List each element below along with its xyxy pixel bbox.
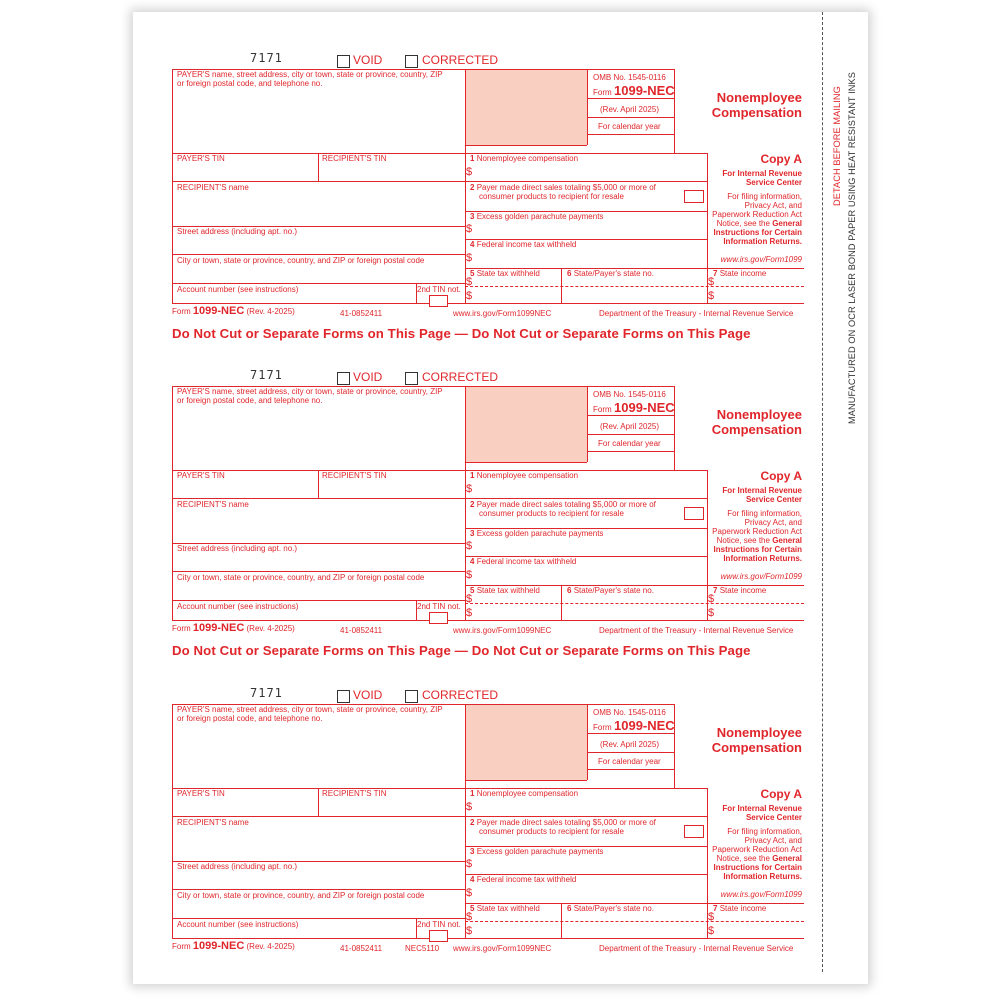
shaded-area bbox=[466, 705, 587, 780]
filing-info-1: For filing information, bbox=[727, 509, 802, 518]
form-word: Form bbox=[593, 405, 612, 414]
box4-input[interactable] bbox=[476, 885, 704, 902]
footer-website: www.irs.gov/Form1099NEC bbox=[453, 626, 552, 635]
account-label: Account number (see instructions) bbox=[177, 602, 299, 611]
box6-label: 6 State/Payer's state no. bbox=[567, 586, 654, 595]
irs-website-side: www.irs.gov/Form1099 bbox=[720, 890, 802, 899]
do-not-cut-banner: Do Not Cut or Separate Forms on This Page — Do Not Cut or Separate Forms on This Page bbox=[172, 326, 751, 341]
box6-input[interactable] bbox=[563, 912, 705, 937]
payer-box-label-2: or foreign postal code, and telephone no. bbox=[177, 396, 323, 405]
box3-dollar: $ bbox=[466, 540, 473, 552]
account-label: Account number (see instructions) bbox=[177, 285, 299, 294]
filing-info-4: Notice, see the General bbox=[716, 854, 802, 863]
filing-info-2: Privacy Act, and bbox=[744, 201, 802, 210]
box4-label: 4 Federal income tax withheld bbox=[470, 557, 577, 566]
box5-dollar: $ bbox=[466, 911, 473, 923]
form-title-line-1: Nonemployee bbox=[716, 407, 802, 422]
corrected-checkbox[interactable] bbox=[405, 690, 418, 703]
void-checkbox[interactable] bbox=[337, 372, 350, 385]
box6-label: 6 State/Payer's state no. bbox=[567, 904, 654, 913]
street-label: Street address (including apt. no.) bbox=[177, 862, 298, 871]
recipient-tin-label: RECIPIENT'S TIN bbox=[322, 154, 387, 163]
box6-input[interactable] bbox=[563, 277, 705, 302]
box5-label: 5 State tax withheld bbox=[470, 586, 540, 595]
calendar-year: For calendar year bbox=[598, 757, 661, 766]
city-label: City or town, state or province, country, and ZIP or foreign postal code bbox=[177, 573, 425, 582]
second-tin-label: 2nd TIN not. bbox=[417, 602, 461, 611]
rev-date: (Rev. April 2025) bbox=[600, 422, 659, 431]
payer-tin-label: PAYER'S TIN bbox=[177, 789, 225, 798]
recipient-tin-label: RECIPIENT'S TIN bbox=[322, 471, 387, 480]
form-name: 1099-NEC bbox=[614, 83, 675, 98]
corrected-checkbox[interactable] bbox=[405, 55, 418, 68]
box7-dollar-2: $ bbox=[708, 607, 715, 619]
payer-box-label: PAYER'S name, street address, city or town, state or province, country, ZIP bbox=[177, 705, 443, 714]
box1-input[interactable] bbox=[476, 481, 704, 497]
catalog-number: 41-0852411 bbox=[340, 626, 383, 635]
filing-info-6: Information Returns. bbox=[723, 237, 802, 246]
box4-label: 4 Federal income tax withheld bbox=[470, 240, 577, 249]
recipient-name-input[interactable] bbox=[173, 193, 464, 225]
filing-info-5: Instructions for Certain bbox=[713, 863, 802, 872]
filing-info-3: Paperwork Reduction Act bbox=[712, 210, 802, 219]
form-title-line-1: Nonemployee bbox=[716, 90, 802, 105]
payer-tin-input[interactable] bbox=[173, 798, 317, 815]
city-label: City or town, state or province, country, and ZIP or foreign postal code bbox=[177, 256, 425, 265]
box7-input[interactable] bbox=[718, 594, 802, 619]
calendar-year: For calendar year bbox=[598, 439, 661, 448]
payer-tin-input[interactable] bbox=[173, 480, 317, 497]
recipient-name-input[interactable] bbox=[173, 828, 464, 860]
payer-tin-label: PAYER'S TIN bbox=[177, 154, 225, 163]
filing-info-2: Privacy Act, and bbox=[744, 836, 802, 845]
rev-date: (Rev. April 2025) bbox=[600, 105, 659, 114]
payer-tin-label: PAYER'S TIN bbox=[177, 471, 225, 480]
box7-input[interactable] bbox=[718, 912, 802, 937]
payer-input[interactable] bbox=[173, 89, 464, 152]
omb-number: OMB No. 1545-0116 bbox=[593, 390, 666, 399]
void-label: VOID bbox=[353, 53, 383, 67]
form-code: 7171 bbox=[250, 686, 283, 700]
box5-dollar-2: $ bbox=[466, 607, 473, 619]
box1-label: 1 Nonemployee compensation bbox=[470, 789, 579, 798]
form-word: Form bbox=[593, 88, 612, 97]
box4-dollar: $ bbox=[466, 252, 473, 264]
second-tin-checkbox[interactable] bbox=[429, 612, 448, 624]
form-word: Form bbox=[593, 723, 612, 732]
void-label: VOID bbox=[353, 370, 383, 384]
box7-input[interactable] bbox=[718, 277, 802, 302]
footer-website: www.irs.gov/Form1099NEC bbox=[453, 944, 552, 953]
box1-dollar: $ bbox=[466, 166, 473, 178]
street-input[interactable] bbox=[173, 554, 464, 570]
second-tin-checkbox[interactable] bbox=[429, 930, 448, 942]
payer-box-label: PAYER'S name, street address, city or town, state or province, country, ZIP bbox=[177, 387, 443, 396]
irs-center-2: Service Center bbox=[745, 178, 802, 187]
box6-input[interactable] bbox=[563, 594, 705, 619]
form-title-line-1: Nonemployee bbox=[716, 725, 802, 740]
filing-info-6: Information Returns. bbox=[723, 872, 802, 881]
form-1099-nec bbox=[172, 51, 804, 371]
box4-input[interactable] bbox=[476, 250, 704, 267]
corrected-label: CORRECTED bbox=[422, 370, 499, 384]
box3-label: 3 Excess golden parachute payments bbox=[470, 847, 604, 856]
filing-info-3: Paperwork Reduction Act bbox=[712, 527, 802, 536]
filing-info-2: Privacy Act, and bbox=[744, 518, 802, 527]
department-label: Department of the Treasury - Internal Revenue Service bbox=[599, 944, 794, 953]
street-input[interactable] bbox=[173, 237, 464, 253]
box1-input[interactable] bbox=[476, 799, 704, 815]
form-title-line-2: Compensation bbox=[711, 740, 802, 755]
form-code: 7171 bbox=[250, 51, 283, 65]
do-not-cut-banner: Do Not Cut or Separate Forms on This Page — Do Not Cut or Separate Forms on This Page bbox=[172, 643, 751, 658]
box7-label: 7 State income bbox=[713, 269, 767, 278]
account-label: Account number (see instructions) bbox=[177, 920, 299, 929]
second-tin-label: 2nd TIN not. bbox=[417, 285, 461, 294]
irs-center-1: For Internal Revenue bbox=[722, 169, 802, 178]
filing-info-4: Notice, see the General bbox=[716, 536, 802, 545]
footer-form: Form 1099-NEC (Rev. 4-2025) bbox=[172, 305, 295, 317]
calendar-year: For calendar year bbox=[598, 122, 661, 131]
box7-dollar: $ bbox=[708, 276, 715, 288]
irs-website-side: www.irs.gov/Form1099 bbox=[720, 255, 802, 264]
box4-dollar: $ bbox=[466, 569, 473, 581]
shaded-area bbox=[466, 70, 587, 145]
recipient-tin-input[interactable] bbox=[319, 480, 464, 497]
recipient-tin-input[interactable] bbox=[319, 163, 464, 180]
city-input[interactable] bbox=[173, 901, 464, 917]
box3-input[interactable] bbox=[476, 857, 704, 873]
irs-website-side: www.irs.gov/Form1099 bbox=[720, 572, 802, 581]
payer-box-label-2: or foreign postal code, and telephone no. bbox=[177, 79, 323, 88]
omb-number: OMB No. 1545-0116 bbox=[593, 73, 666, 82]
footer-form: Form 1099-NEC (Rev. 4-2025) bbox=[172, 940, 295, 952]
recipient-tin-label: RECIPIENT'S TIN bbox=[322, 789, 387, 798]
box1-dollar: $ bbox=[466, 801, 473, 813]
perforation-line bbox=[822, 12, 823, 972]
form-title-line-2: Compensation bbox=[711, 105, 802, 120]
box5-input[interactable] bbox=[476, 277, 560, 302]
box1-input[interactable] bbox=[476, 164, 704, 180]
city-input[interactable] bbox=[173, 266, 464, 282]
corrected-checkbox[interactable] bbox=[405, 372, 418, 385]
box5-dollar-2: $ bbox=[466, 290, 473, 302]
box1-label: 1 Nonemployee compensation bbox=[470, 154, 579, 163]
void-checkbox[interactable] bbox=[337, 690, 350, 703]
filing-info-6: Information Returns. bbox=[723, 554, 802, 563]
omb-number: OMB No. 1545-0116 bbox=[593, 708, 666, 717]
filing-info-1: For filing information, bbox=[727, 827, 802, 836]
box5-label: 5 State tax withheld bbox=[470, 269, 540, 278]
rev-date: (Rev. April 2025) bbox=[600, 740, 659, 749]
form-title-line-2: Compensation bbox=[711, 422, 802, 437]
form-1099-nec bbox=[172, 368, 804, 688]
box1-label: 1 Nonemployee compensation bbox=[470, 471, 579, 480]
box2-label-2: consumer products to recipient for resale bbox=[479, 509, 624, 518]
account-input[interactable] bbox=[173, 929, 415, 937]
box3-label: 3 Excess golden parachute payments bbox=[470, 212, 604, 221]
box3-input[interactable] bbox=[476, 222, 704, 238]
recipient-tin-input[interactable] bbox=[319, 798, 464, 815]
form-1099-nec bbox=[172, 686, 804, 1006]
box7-label: 7 State income bbox=[713, 904, 767, 913]
department-label: Department of the Treasury - Internal Revenue Service bbox=[599, 309, 794, 318]
street-input[interactable] bbox=[173, 872, 464, 888]
box5-label: 5 State tax withheld bbox=[470, 904, 540, 913]
form-code: 7171 bbox=[250, 368, 283, 382]
box5-dollar-2: $ bbox=[466, 925, 473, 937]
irs-center-2: Service Center bbox=[745, 813, 802, 822]
corrected-label: CORRECTED bbox=[422, 688, 499, 702]
filing-info-3: Paperwork Reduction Act bbox=[712, 845, 802, 854]
recipient-name-label: RECIPIENT'S name bbox=[177, 183, 249, 192]
second-tin-checkbox[interactable] bbox=[429, 295, 448, 307]
account-input[interactable] bbox=[173, 611, 415, 619]
irs-center-1: For Internal Revenue bbox=[722, 804, 802, 813]
box4-dollar: $ bbox=[466, 887, 473, 899]
irs-center-2: Service Center bbox=[745, 495, 802, 504]
form-name: 1099-NEC bbox=[614, 400, 675, 415]
payer-box-label: PAYER'S name, street address, city or town, state or province, country, ZIP bbox=[177, 70, 443, 79]
box7-dollar-2: $ bbox=[708, 925, 715, 937]
box5-dollar: $ bbox=[466, 593, 473, 605]
box7-dollar-2: $ bbox=[708, 290, 715, 302]
payer-box-label-2: or foreign postal code, and telephone no. bbox=[177, 714, 323, 723]
catalog-number: 41-0852411 bbox=[340, 944, 383, 953]
box3-label: 3 Excess golden parachute payments bbox=[470, 529, 604, 538]
form-name: 1099-NEC bbox=[614, 718, 675, 733]
recipient-name-label: RECIPIENT'S name bbox=[177, 818, 249, 827]
filing-info-1: For filing information, bbox=[727, 192, 802, 201]
box4-label: 4 Federal income tax withheld bbox=[470, 875, 577, 884]
box5-input[interactable] bbox=[476, 594, 560, 619]
shaded-area bbox=[466, 387, 587, 462]
street-label: Street address (including apt. no.) bbox=[177, 227, 298, 236]
box5-input[interactable] bbox=[476, 912, 560, 937]
box5-dollar: $ bbox=[466, 276, 473, 288]
catalog-number: 41-0852411 bbox=[340, 309, 383, 318]
box3-dollar: $ bbox=[466, 223, 473, 235]
box4-input[interactable] bbox=[476, 567, 704, 584]
second-tin-label: 2nd TIN not. bbox=[417, 920, 461, 929]
street-label: Street address (including apt. no.) bbox=[177, 544, 298, 553]
footer-form: Form 1099-NEC (Rev. 4-2025) bbox=[172, 622, 295, 634]
box3-dollar: $ bbox=[466, 858, 473, 870]
recipient-name-label: RECIPIENT'S name bbox=[177, 500, 249, 509]
manufactured-notice: MANUFACTURED ON OCR LASER BOND PAPER USING HEAT RESISTANT INKS bbox=[847, 72, 857, 424]
payer-tin-input[interactable] bbox=[173, 163, 317, 180]
box2-label: 2 Payer made direct sales totaling $5,000 or more of bbox=[470, 183, 656, 192]
box2-label-2: consumer products to recipient for resale bbox=[479, 827, 624, 836]
filing-info-5: Instructions for Certain bbox=[713, 545, 802, 554]
box6-label: 6 State/Payer's state no. bbox=[567, 269, 654, 278]
payer-input[interactable] bbox=[173, 406, 464, 469]
box2-label: 2 Payer made direct sales totaling $5,000 or more of bbox=[470, 500, 656, 509]
corrected-label: CORRECTED bbox=[422, 53, 499, 67]
copy-a: Copy A bbox=[760, 469, 802, 483]
department-label: Department of the Treasury - Internal Revenue Service bbox=[599, 626, 794, 635]
detach-notice: DETACH BEFORE MAILING bbox=[832, 86, 842, 206]
nec-code: NEC5110 bbox=[405, 944, 440, 953]
box3-input[interactable] bbox=[476, 539, 704, 555]
footer-website: www.irs.gov/Form1099NEC bbox=[453, 309, 552, 318]
copy-a: Copy A bbox=[760, 787, 802, 801]
box2-label: 2 Payer made direct sales totaling $5,000 or more of bbox=[470, 818, 656, 827]
filing-info-5: Instructions for Certain bbox=[713, 228, 802, 237]
box1-dollar: $ bbox=[466, 483, 473, 495]
recipient-name-input[interactable] bbox=[173, 510, 464, 542]
box7-dollar: $ bbox=[708, 593, 715, 605]
void-label: VOID bbox=[353, 688, 383, 702]
box2-label-2: consumer products to recipient for resale bbox=[479, 192, 624, 201]
box7-dollar: $ bbox=[708, 911, 715, 923]
irs-center-1: For Internal Revenue bbox=[722, 486, 802, 495]
account-input[interactable] bbox=[173, 294, 415, 302]
payer-input[interactable] bbox=[173, 724, 464, 787]
city-label: City or town, state or province, country, and ZIP or foreign postal code bbox=[177, 891, 425, 900]
copy-a: Copy A bbox=[760, 152, 802, 166]
box7-label: 7 State income bbox=[713, 586, 767, 595]
city-input[interactable] bbox=[173, 583, 464, 599]
filing-info-4: Notice, see the General bbox=[716, 219, 802, 228]
void-checkbox[interactable] bbox=[337, 55, 350, 68]
